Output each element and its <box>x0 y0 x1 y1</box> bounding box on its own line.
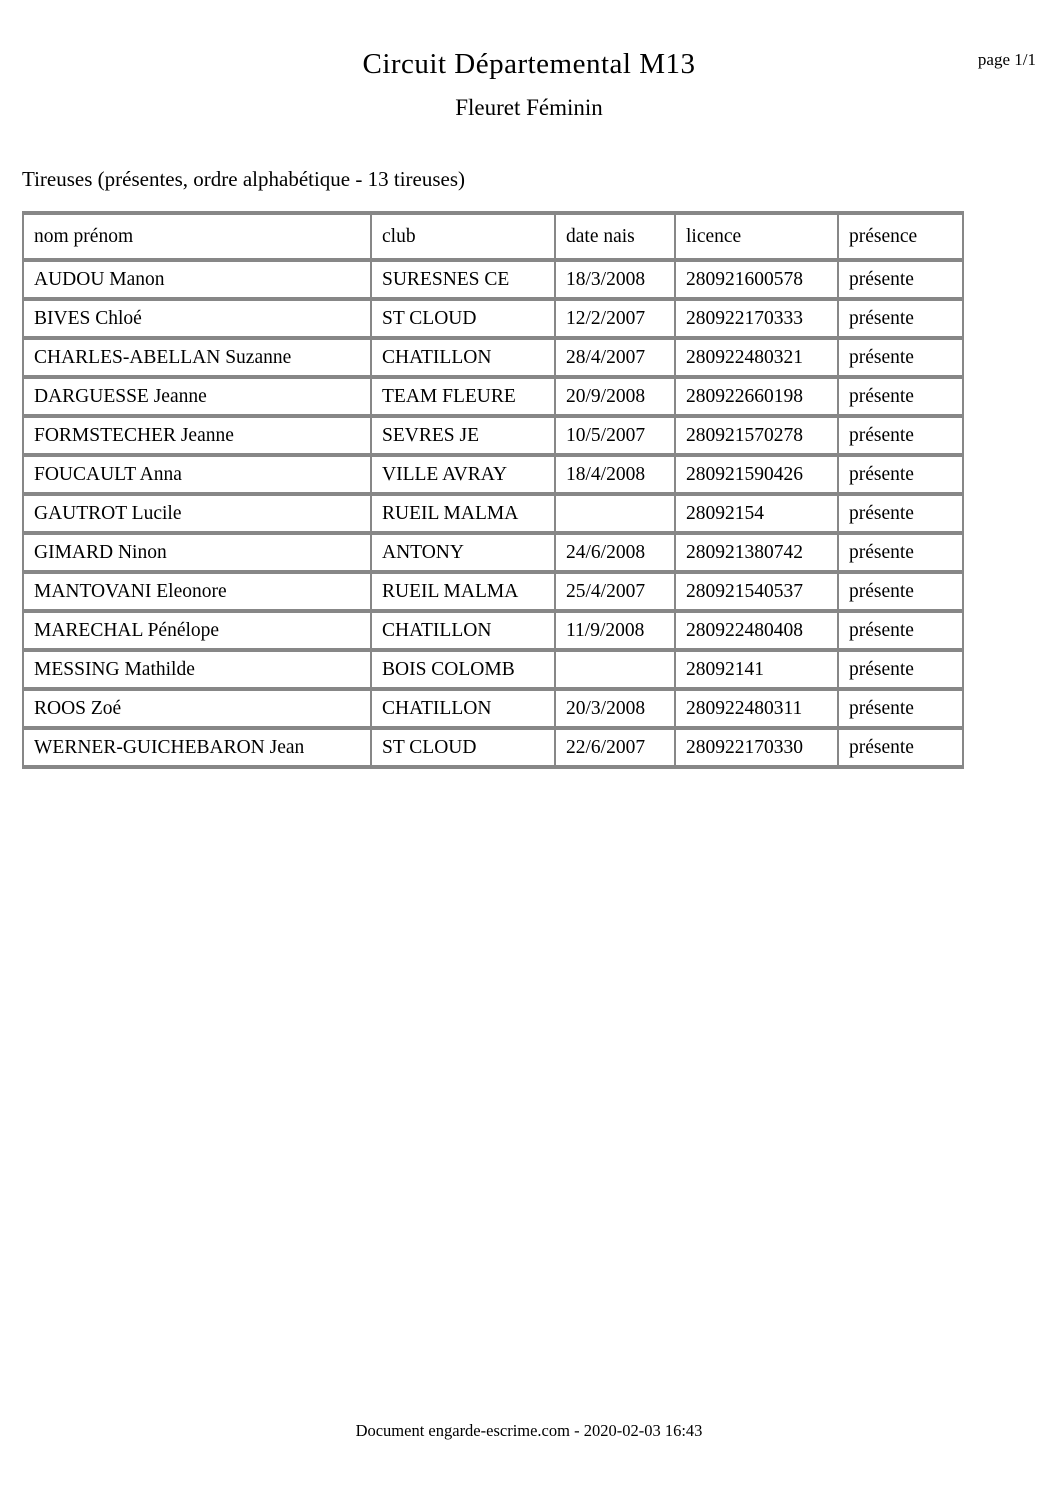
table-row <box>23 533 963 572</box>
cell-date-nais: 18/3/2008 <box>555 260 675 299</box>
cell-licence: 280921600578 <box>675 260 838 299</box>
roster-table-body <box>23 260 963 767</box>
header-row <box>23 213 963 260</box>
cell-nom-prenom: FORMSTECHER Jeanne <box>23 416 371 455</box>
document-footer: Document engarde-escrime.com - 2020-02-03 16:43 <box>355 1421 703 1440</box>
cell-licence: 280921570278 <box>675 416 838 455</box>
cell-licence: 280922170333 <box>675 299 838 338</box>
cell-club: CHATILLON <box>371 611 555 650</box>
cell-licence: 280922480321 <box>675 338 838 377</box>
roster-table-header <box>23 213 963 260</box>
cell-club: SURESNES CE <box>371 260 555 299</box>
cell-nom-prenom: AUDOU Manon <box>23 260 371 299</box>
cell-club: ST CLOUD <box>371 299 555 338</box>
table-row <box>23 689 963 728</box>
table-row <box>23 611 963 650</box>
cell-presence: présente <box>838 299 963 338</box>
column-header-date-nais: date nais <box>555 213 675 260</box>
column-header-nom-prenom: nom prénom <box>23 213 371 260</box>
cell-nom-prenom: FOUCAULT Anna <box>23 455 371 494</box>
cell-presence: présente <box>838 455 963 494</box>
cell-club: VILLE AVRAY <box>371 455 555 494</box>
table-row <box>23 416 963 455</box>
cell-club: ST CLOUD <box>371 728 555 767</box>
cell-nom-prenom: DARGUESSE Jeanne <box>23 377 371 416</box>
cell-licence: 280922660198 <box>675 377 838 416</box>
cell-presence: présente <box>838 494 963 533</box>
cell-nom-prenom: ROOS Zoé <box>23 689 371 728</box>
table-row <box>23 572 963 611</box>
cell-nom-prenom: MANTOVANI Eleonore <box>23 572 371 611</box>
cell-presence: présente <box>838 533 963 572</box>
cell-nom-prenom: CHARLES-ABELLAN Suzanne <box>23 338 371 377</box>
cell-licence: 280922170330 <box>675 728 838 767</box>
cell-licence: 28092154 <box>675 494 838 533</box>
cell-licence: 280921380742 <box>675 533 838 572</box>
table-row <box>23 338 963 377</box>
cell-date-nais: 22/6/2007 <box>555 728 675 767</box>
cell-date-nais: 24/6/2008 <box>555 533 675 572</box>
cell-nom-prenom: BIVES Chloé <box>23 299 371 338</box>
cell-date-nais: 20/9/2008 <box>555 377 675 416</box>
roster-table <box>22 211 964 769</box>
cell-date-nais: 18/4/2008 <box>555 455 675 494</box>
cell-date-nais: 11/9/2008 <box>555 611 675 650</box>
cell-club: RUEIL MALMA <box>371 572 555 611</box>
cell-club: BOIS COLOMB <box>371 650 555 689</box>
cell-presence: présente <box>838 728 963 767</box>
column-header-licence: licence <box>675 213 838 260</box>
cell-licence: 280922480408 <box>675 611 838 650</box>
column-header-club: club <box>371 213 555 260</box>
cell-club: SEVRES JE <box>371 416 555 455</box>
cell-licence: 280922480311 <box>675 689 838 728</box>
section-heading: Tireuses (présentes, ordre alphabétique - 13 tireuses) <box>22 167 466 191</box>
table-row <box>23 377 963 416</box>
cell-presence: présente <box>838 611 963 650</box>
cell-nom-prenom: GAUTROT Lucile <box>23 494 371 533</box>
cell-licence: 280921540537 <box>675 572 838 611</box>
column-header-presence: présence <box>838 213 963 260</box>
cell-date-nais: 10/5/2007 <box>555 416 675 455</box>
cell-nom-prenom: WERNER-GUICHEBARON Jean <box>23 728 371 767</box>
cell-presence: présente <box>838 260 963 299</box>
cell-club: RUEIL MALMA <box>371 494 555 533</box>
cell-club: ANTONY <box>371 533 555 572</box>
cell-presence: présente <box>838 689 963 728</box>
page-indicator: page 1/1 <box>977 50 1036 69</box>
cell-date-nais: 28/4/2007 <box>555 338 675 377</box>
cell-nom-prenom: MARECHAL Pénélope <box>23 611 371 650</box>
cell-presence: présente <box>838 416 963 455</box>
table-row <box>23 455 963 494</box>
table-row <box>23 299 963 338</box>
cell-presence: présente <box>838 377 963 416</box>
table-row <box>23 650 963 689</box>
cell-club: CHATILLON <box>371 338 555 377</box>
cell-nom-prenom: GIMARD Ninon <box>23 533 371 572</box>
page-title: Circuit Départemental M13 <box>362 48 696 80</box>
cell-date-nais: 25/4/2007 <box>555 572 675 611</box>
cell-presence: présente <box>838 338 963 377</box>
cell-presence: présente <box>838 650 963 689</box>
cell-licence: 280921590426 <box>675 455 838 494</box>
document-header <box>0 0 1058 121</box>
cell-nom-prenom: MESSING Mathilde <box>23 650 371 689</box>
cell-licence: 28092141 <box>675 650 838 689</box>
table-row <box>23 260 963 299</box>
cell-date-nais: 20/3/2008 <box>555 689 675 728</box>
cell-date-nais <box>555 494 675 533</box>
cell-date-nais <box>555 650 675 689</box>
page-subtitle: Fleuret Féminin <box>455 95 603 120</box>
cell-club: CHATILLON <box>371 689 555 728</box>
table-row <box>23 494 963 533</box>
cell-date-nais: 12/2/2007 <box>555 299 675 338</box>
cell-club: TEAM FLEURE <box>371 377 555 416</box>
table-row <box>23 728 963 767</box>
cell-presence: présente <box>838 572 963 611</box>
